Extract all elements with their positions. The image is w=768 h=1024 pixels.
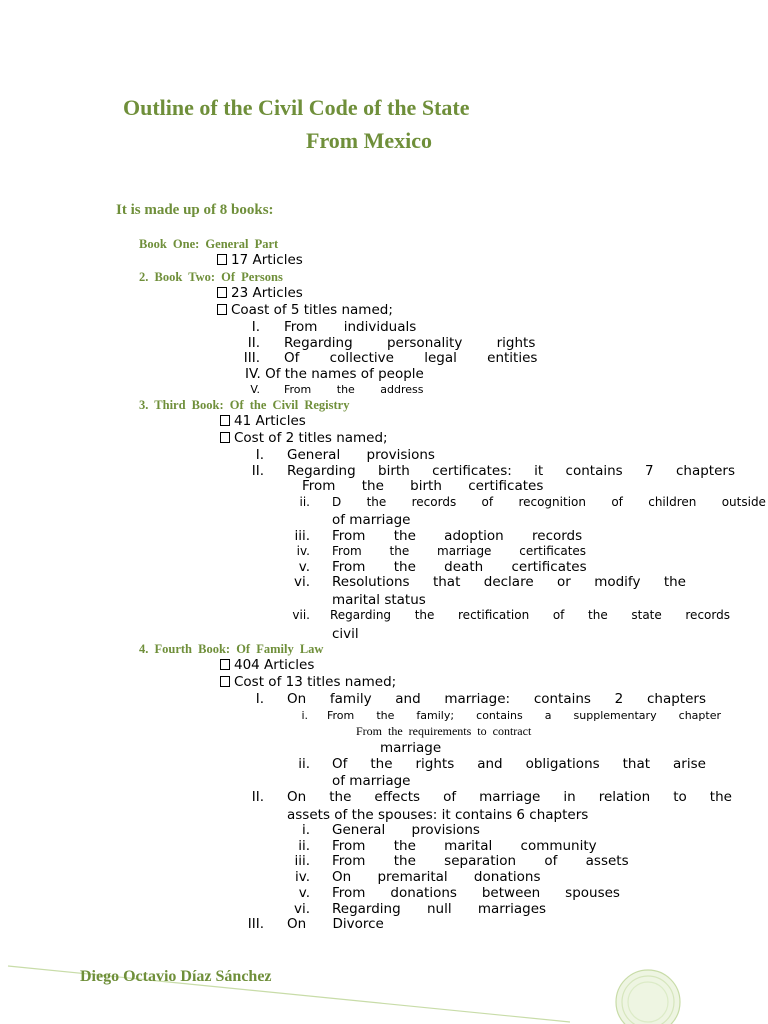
list-item: Regarding null marriages xyxy=(332,901,547,917)
book-three-heading: 3. Third Book: Of the Civil Registry xyxy=(139,398,350,412)
list-item: From the marriage certificates xyxy=(332,544,587,558)
list-item: Regarding the rectification of the state records xyxy=(330,608,730,622)
intro-text: It is made up of 8 books: xyxy=(116,202,274,218)
list-item: Of the rights and obligations that arise xyxy=(332,756,706,772)
bullet-box-icon xyxy=(217,304,227,315)
list-number: II. xyxy=(251,789,264,805)
list-item: From the marital community xyxy=(332,838,597,854)
list-item-continuation: From the birth certificates xyxy=(302,478,544,494)
book-two-articles: 23 Articles xyxy=(217,285,303,302)
list-number: iii. xyxy=(294,528,310,544)
book-four-heading: 4. Fourth Book: Of Family Law xyxy=(139,642,324,656)
book-one-articles: 17 Articles xyxy=(217,252,303,269)
list-item: From the family; contains a supplementary chapter xyxy=(327,709,721,722)
list-item-continuation: marital status xyxy=(332,592,426,608)
footer-author: Diego Octavio Díaz Sánchez xyxy=(80,968,272,985)
list-item: Regarding birth certificates: it contains 7 chapters xyxy=(287,463,735,479)
list-number: iii. xyxy=(294,853,310,869)
book-three-titles: Cost of 2 titles named; xyxy=(220,430,388,447)
list-number: iv. xyxy=(296,544,310,558)
list-item: From the death certificates xyxy=(332,559,587,575)
list-number: III. xyxy=(243,350,260,366)
list-number: vi. xyxy=(293,901,310,917)
list-item: D the records of recognition of children outside xyxy=(332,495,766,509)
list-number: i. xyxy=(301,709,308,722)
list-number: v. xyxy=(298,559,310,575)
list-item: From individuals xyxy=(284,319,417,335)
list-number: vi. xyxy=(293,574,310,590)
footer-circles-icon xyxy=(616,970,680,1024)
list-number: I. xyxy=(255,447,264,463)
title-line-1: Outline of the Civil Code of the State xyxy=(123,95,470,120)
bullet-box-icon xyxy=(220,676,230,687)
list-item-continuation: assets of the spouses: it contains 6 chapters xyxy=(287,807,589,823)
list-item: General provisions xyxy=(287,447,435,463)
list-item: From the adoption records xyxy=(332,528,583,544)
list-item: From donations between spouses xyxy=(332,885,620,901)
list-number: iv. xyxy=(295,869,310,885)
list-number: i. xyxy=(301,822,310,838)
list-item: Of collective legal entities xyxy=(284,350,538,366)
list-item-continuation: marriage xyxy=(380,740,442,756)
list-number: V. xyxy=(250,383,260,396)
bullet-box-icon xyxy=(217,254,227,265)
book-one-heading: Book One: General Part xyxy=(139,237,279,251)
list-number: II. xyxy=(251,463,264,479)
bullet-box-icon xyxy=(220,659,230,670)
book-three-articles: 41 Articles xyxy=(220,413,306,430)
list-item: On family and marriage: contains 2 chapters xyxy=(287,691,706,707)
bullet-box-icon xyxy=(220,415,230,426)
list-number: III. xyxy=(247,916,264,932)
bullet-box-icon xyxy=(217,287,227,298)
list-number: ii. xyxy=(299,495,310,509)
list-number: I. xyxy=(251,319,260,335)
list-item: On the effects of marriage in relation to the xyxy=(287,789,732,805)
list-item-continuation: civil xyxy=(332,626,359,642)
list-item-continuation: of marriage xyxy=(332,512,411,528)
list-item: General provisions xyxy=(332,822,480,838)
list-item: Resolutions that declare or modify the xyxy=(332,574,686,590)
book-four-articles: 404 Articles xyxy=(220,657,314,674)
list-item-continuation: of marriage xyxy=(332,773,411,789)
list-number: ii. xyxy=(298,838,310,854)
list-item: From the separation of assets xyxy=(332,853,629,869)
list-item: Regarding personality rights xyxy=(284,335,536,351)
list-number: ii. xyxy=(298,756,310,772)
list-number: vii. xyxy=(292,608,310,622)
list-number: II. xyxy=(247,335,260,351)
list-item: On Divorce xyxy=(287,916,384,932)
book-two-titles: Coast of 5 titles named; xyxy=(217,302,393,319)
bullet-box-icon xyxy=(220,432,230,443)
list-item-continuation: From the requirements to contract xyxy=(356,724,532,738)
list-number: I. xyxy=(255,691,264,707)
list-item: From the address xyxy=(284,383,424,396)
list-item: On premarital donations xyxy=(332,869,541,885)
footer-decoration xyxy=(0,950,768,1024)
title-line-2: From Mexico xyxy=(306,128,433,153)
book-four-titles: Cost of 13 titles named; xyxy=(220,674,396,691)
list-number: v. xyxy=(298,885,310,901)
book-two-heading: 2. Book Two: Of Persons xyxy=(139,270,283,284)
list-item: IV. Of the names of people xyxy=(245,366,424,382)
